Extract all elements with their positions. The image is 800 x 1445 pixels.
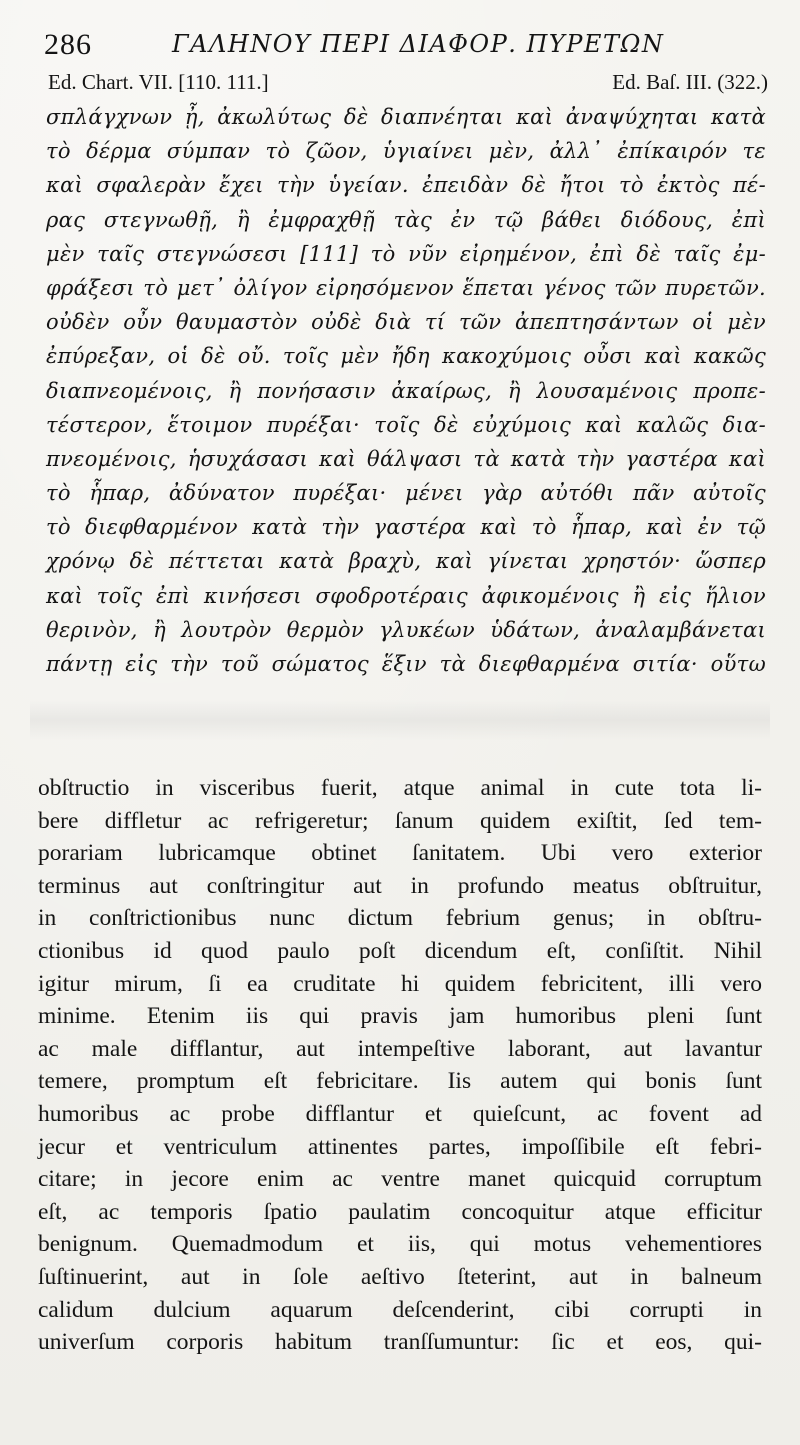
latin-line: calidum dulcium aquarum deſcenderint, cibi corrupti in (38, 1296, 762, 1323)
latin-line: ſuſtinuerint, aut in ſole aeſtivo ſteterint, aut in balneum (38, 1263, 762, 1290)
page-number: 286 (44, 28, 92, 61)
latin-line: jecur et ventriculum attinentes partes, impoſſibile eſt febri- (38, 1133, 762, 1160)
greek-text-block (46, 100, 766, 681)
greek-line: ρας στεγνωθῇ, ἢ ἐμφραχθῇ τὰς ἐν τῷ βάθει διόδους, ἐπὶ (46, 207, 766, 232)
edition-reference-chartier: Ed. Chart. VII. [110. 111.] (48, 70, 269, 94)
greek-line: σπλάγχνων ᾖ, ἀκωλύτως δὲ διαπνέηται καὶ ἀναψύχηται κατὰ (46, 105, 766, 129)
greek-line: μὲν ταῖς στεγνώσεσι [111] τὸ νῦν εἰρημένον, ἐπὶ δὲ ταῖς ἐμ- (46, 241, 766, 266)
greek-line: πνεομένοις, ἡσυχάσασι καὶ θάλψασι τὰ κατὰ τὴν γαστέρα καὶ (46, 446, 766, 471)
latin-text-block (38, 772, 762, 1359)
latin-line: ctionibus id quod paulo poſt dicendum eſt, conſiſtit. Nihil (38, 937, 762, 964)
show-through-shadow (30, 700, 770, 740)
latin-line: univerſum corporis habitum tranſſumuntur: ſic et eos, qui- (38, 1329, 762, 1356)
latin-line: citare; in jecore enim ac ventre manet quicquid corruptum (38, 1166, 762, 1193)
greek-line: ἐπύρεξαν, οἱ δὲ οὔ. τοῖς μὲν ἤδη κακοχύμοις οὖσι καὶ κακῶς (46, 344, 766, 369)
edition-reference-basel: Ed. Baſ. III. (322.) (612, 70, 768, 94)
latin-line: eſt, ac temporis ſpatio paulatim concoquitur atque efficitur (38, 1198, 762, 1225)
latin-line: terminus aut conſtringitur aut in profundo meatus obſtruitur, (38, 872, 762, 899)
greek-line: χρόνῳ δὲ πέττεται κατὰ βραχὺ, καὶ γίνεται χρηστόν· ὥσπερ (46, 549, 766, 574)
latin-line: in conſtrictionibus nunc dictum febrium genus; in obſtru- (38, 905, 762, 932)
running-title: ΓΑΛΗΝΟΥ ΠΕΡΙ ΔΙΑΦΟΡ. ΠΥΡΕΤΩΝ (172, 30, 665, 58)
latin-line: temere, promptum eſt febricitare. Iis autem qui bonis ſunt (38, 1068, 762, 1095)
greek-line: τὸ δέρμα σύμπαν τὸ ζῶον, ὑγιαίνει μὲν, ἀλλ᾽ ἐπίκαιρόν τε (46, 139, 766, 164)
greek-line: πάντῃ εἰς τὴν τοῦ σώματος ἕξιν τὰ διεφθαρμένα σιτία· οὕτω (46, 652, 766, 676)
latin-line: porariam lubricamque obtinet ſanitatem. Ubi vero exterior (38, 840, 762, 867)
latin-line: humoribus ac probe difflantur et quieſcunt, ac fovent ad (38, 1100, 762, 1127)
greek-line: τὸ ἧπαρ, ἀδύνατον πυρέξαι· μένει γὰρ αὐτόθι πᾶν αὐτοῖς (46, 481, 766, 506)
greek-line: θερινὸν, ἢ λουτρὸν θερμὸν γλυκέων ὑδάτων, ἀναλαμβάνεται (46, 617, 766, 642)
latin-line: ac male difflantur, aut intempeſtive laborant, aut lavantur (38, 1035, 762, 1062)
greek-line: διαπνεομένοις, ἢ πονήσασιν ἀκαίρως, ἢ λουσαμένοις προπε- (46, 378, 766, 403)
greek-line: τέστερον, ἕτοιμον πυρέξαι· τοῖς δὲ εὐχύμοις καὶ καλῶς δια- (46, 412, 766, 437)
greek-line: καὶ τοῖς ἐπὶ κινήσεσι σφοδροτέραις ἀφικομένοις ἢ εἰς ἥλιον (46, 583, 766, 608)
greek-line: τὸ διεφθαρμένον κατὰ τὴν γαστέρα καὶ τὸ ἧπαρ, καὶ ἐν τῷ (46, 515, 766, 540)
greek-line: οὐδὲν οὖν θαυμαστὸν οὐδὲ διὰ τί τῶν ἀπεπτησάντων οἱ μὲν (46, 310, 766, 335)
edition-reference-line (48, 70, 768, 98)
running-head (44, 28, 764, 68)
latin-line: obſtructio in visceribus fuerit, atque animal in cute tota li- (38, 775, 762, 801)
latin-line: igitur mirum, ſi ea cruditate hi quidem febricitent, illi vero (38, 970, 762, 997)
greek-line: φράξεσι τὸ μετ᾽ ὀλίγον εἰρησόμενον ἕπεται γένος τῶν πυρετῶν. (46, 275, 766, 300)
latin-line: benignum. Quemadmodum et iis, qui motus vehementiores (38, 1231, 762, 1258)
latin-line: bere diffletur ac refrigeretur; ſanum quidem exiſtit, ſed tem- (38, 807, 762, 834)
latin-line: minime. Etenim iis qui pravis jam humoribus pleni ſunt (38, 1003, 762, 1030)
greek-line: καὶ σφαλερὰν ἔχει τὴν ὑγείαν. ἐπειδὰν δὲ ἤτοι τὸ ἐκτὸς πέ- (46, 173, 766, 198)
